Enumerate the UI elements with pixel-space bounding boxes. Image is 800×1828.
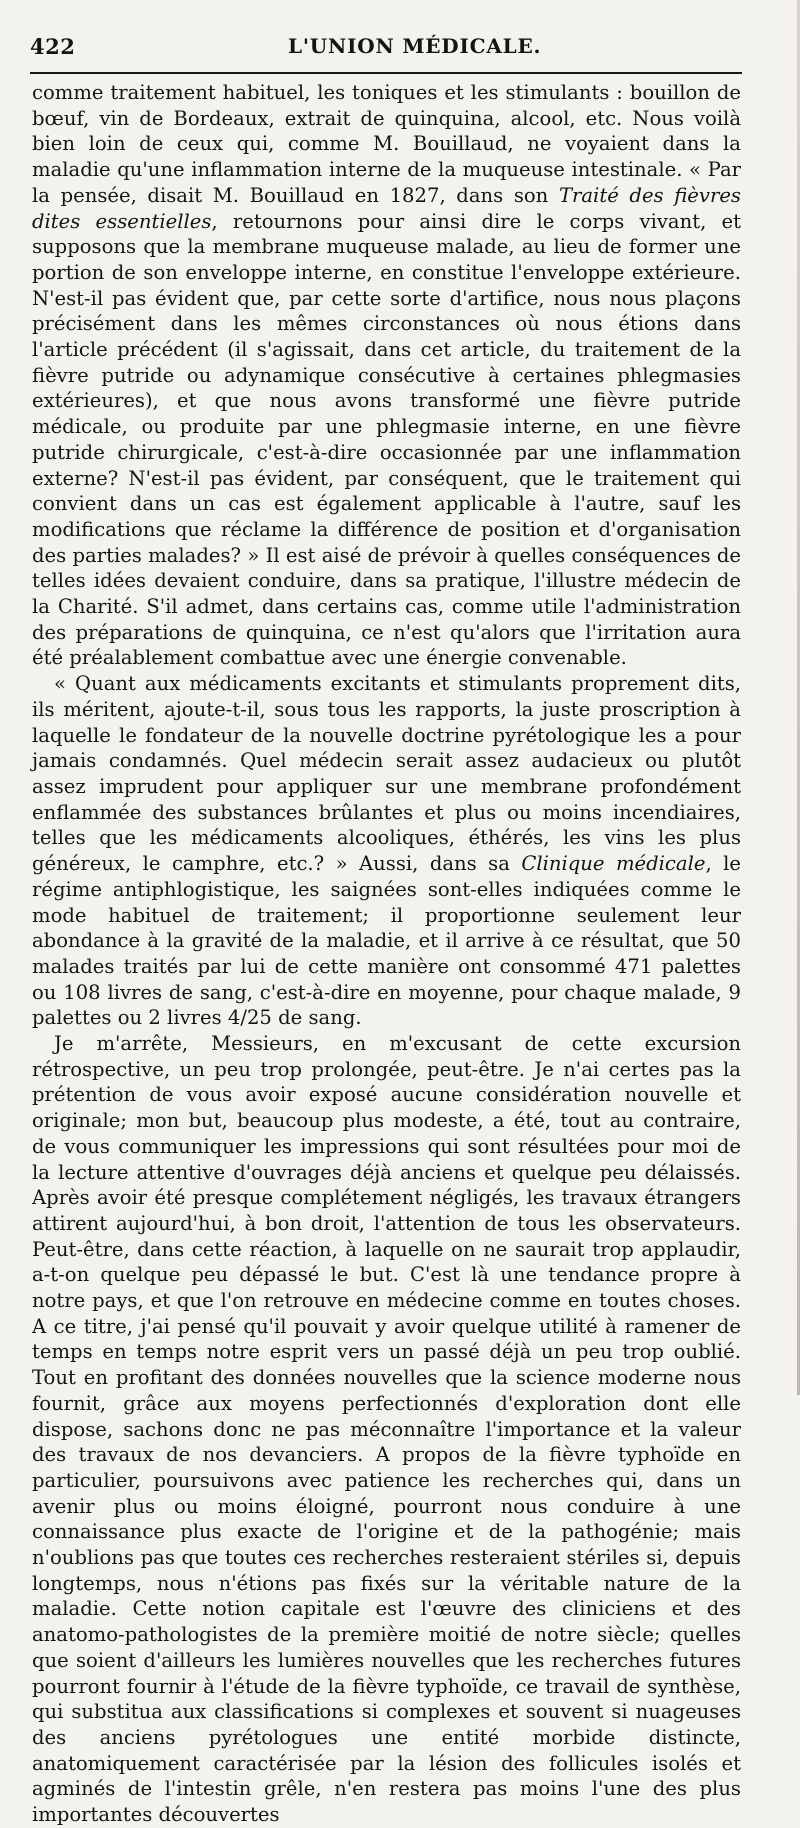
- paragraph-2: [32, 671, 741, 1031]
- page-header: [30, 34, 730, 64]
- text-segment: Je m'arrête, Messieurs, en m'excusant de cette excursion rétrospective, un peu trop prolongée, peut-être. Je n'ai certes pas la prétention de vous avoir exposé aucune considération nouvelle et originale; mon but, beaucoup plus modeste, a été, tout au contraire, de vous communiquer les impressions qui sont résultées pour moi de la lecture attentive d'ouvrages déjà anciens et quelque peu délaissés. Après avoir été presque complétement négligés, les travaux étrangers attirent aujourd'hui, à bon droit, l'attention de tous les observateurs. Peut-être, dans cette réaction, à laquelle on ne saurait trop applaudir, a-t-on quelque peu dépassé le but. C'est là une tendance propre à notre pays, et que l'on retrouve en médecine comme en toutes choses. A ce titre, j'ai pensé qu'il pouvait y avoir quelque utilité à ramener de temps en temps notre esprit vers un passé déjà un peu trop oublié. Tout en profitant des données nouvelles que la science moderne nous fournit, grâce aux moyens perfectionnés d'exploration dont elle dispose, sachons donc ne pas méconnaître l'importance et la valeur des travaux de nos devanciers. A propos de la fièvre typhoïde en particulier, poursuivons avec patience les recherches qui, dans un avenir plus ou moins éloigné, pourront nous conduire à une connaissance plus exacte de l'origine et de la pathogénie; mais n'oublions pas que toutes ces recherches resteraient stériles si, depuis longtemps, nous n'étions pas fixés sur la véritable nature de la maladie. Cette notion capitale est l'œuvre des cliniciens et des anatomo-pathologistes de la première moitié de notre siècle; quelles que soient d'ailleurs les lumières nouvelles que les recherches futures pourront fournir à l'étude de la fièvre typhoïde, ce travail de synthèse, qui substitua aux classifications si complexes et souvent si nuageuses des anciens pyrétologues une entité morbide distincte, anatomiquement caractérisée par la lésion des follicules isolés et agminés de l'intestin grêle, n'en restera pas moins l'une des plus importantes découvertes: [32, 1032, 741, 1827]
- text-segment: comme traitement habituel, les toniques et les stimulants : bouillon de bœuf, vin de Bordeaux, extrait de quinquina, alcool, etc. Nous voilà bien loin de ceux qui, comme M. Bouillaud, ne voyaient dans la maladie qu'une inflammation interne de la muqueuse intestinale. « Par la pensée, disait M. Bouillaud en 1827, dans son: [32, 81, 741, 207]
- page-number: 422: [30, 34, 76, 59]
- body-text: [32, 80, 741, 1828]
- text-segment: , le régime antiphlogistique, les saignées sont-elles indiquées comme le mode habituel de traitement; il proportionne seulement leur abondance à la gravité de la maladie, et il arrive à ce résultat, que 50 malades traités par lui de cette manière ont consommé 471 palettes ou 108 livres de sang, c'est-à-dire en moyenne, pour chaque malade, 9 palettes ou 2 livres 4/25 de sang.: [32, 852, 741, 1030]
- header-rule: [30, 72, 742, 74]
- text-segment: « Quant aux médicaments excitants et stimulants proprement dits, ils méritent, ajoute-t-il, sous tous les rapports, la juste proscription à laquelle le fondateur de la nouvelle doctrine pyrétologique les a pour jamais condamnés. Quel médecin serait assez audacieux ou plutôt assez imprudent pour appliquer sur une membrane profondément enflammée des substances brûlantes et plus ou moins incendiaires, telles que les médicaments alcooliques, éthérés, les vins les plus généreux, le camphre, etc.? » Aussi, dans sa: [32, 672, 741, 876]
- book-title-italic: Clinique médicale: [521, 852, 706, 876]
- paragraph-3: [32, 1031, 741, 1828]
- text-segment: , retournons pour ainsi dire le corps vivant, et supposons que la membrane muqueuse malade, au lieu de former une portion de son enveloppe interne, en constitue l'enveloppe extérieure. N'est-il pas évident que, par cette sorte d'artifice, nous nous plaçons précisément dans les mêmes circonstances où nous étions dans l'article précédent (il s'agissait, dans cet article, du traitement de la fièvre putride ou adynamique consécutive à certaines phlegmasies extérieures), et que nous avons transformé une fièvre putride médicale, ou produite par une phlegmasie interne, en une fièvre putride chirurgicale, c'est-à-dire occasionnée par une inflammation externe? N'est-il pas évident, par conséquent, que le traitement qui convient dans un cas est également applicable à l'autre, sauf les modifications que réclame la différence de position et d'organisation des parties malades? » Il est aisé de prévoir à quelles conséquences de telles idées devaient conduire, dans sa pratique, l'illustre médecin de la Charité. S'il admet, dans certains cas, comme utile l'administration des préparations de quinquina, ce n'est qu'alors que l'irritation aura été préalablement combattue avec une énergie convenable.: [32, 209, 741, 670]
- paragraph-1: [32, 80, 741, 671]
- book-title-italic: Traité des fièvres dites essentielles: [32, 183, 741, 233]
- running-title: L'UNION MÉDICALE.: [288, 34, 542, 58]
